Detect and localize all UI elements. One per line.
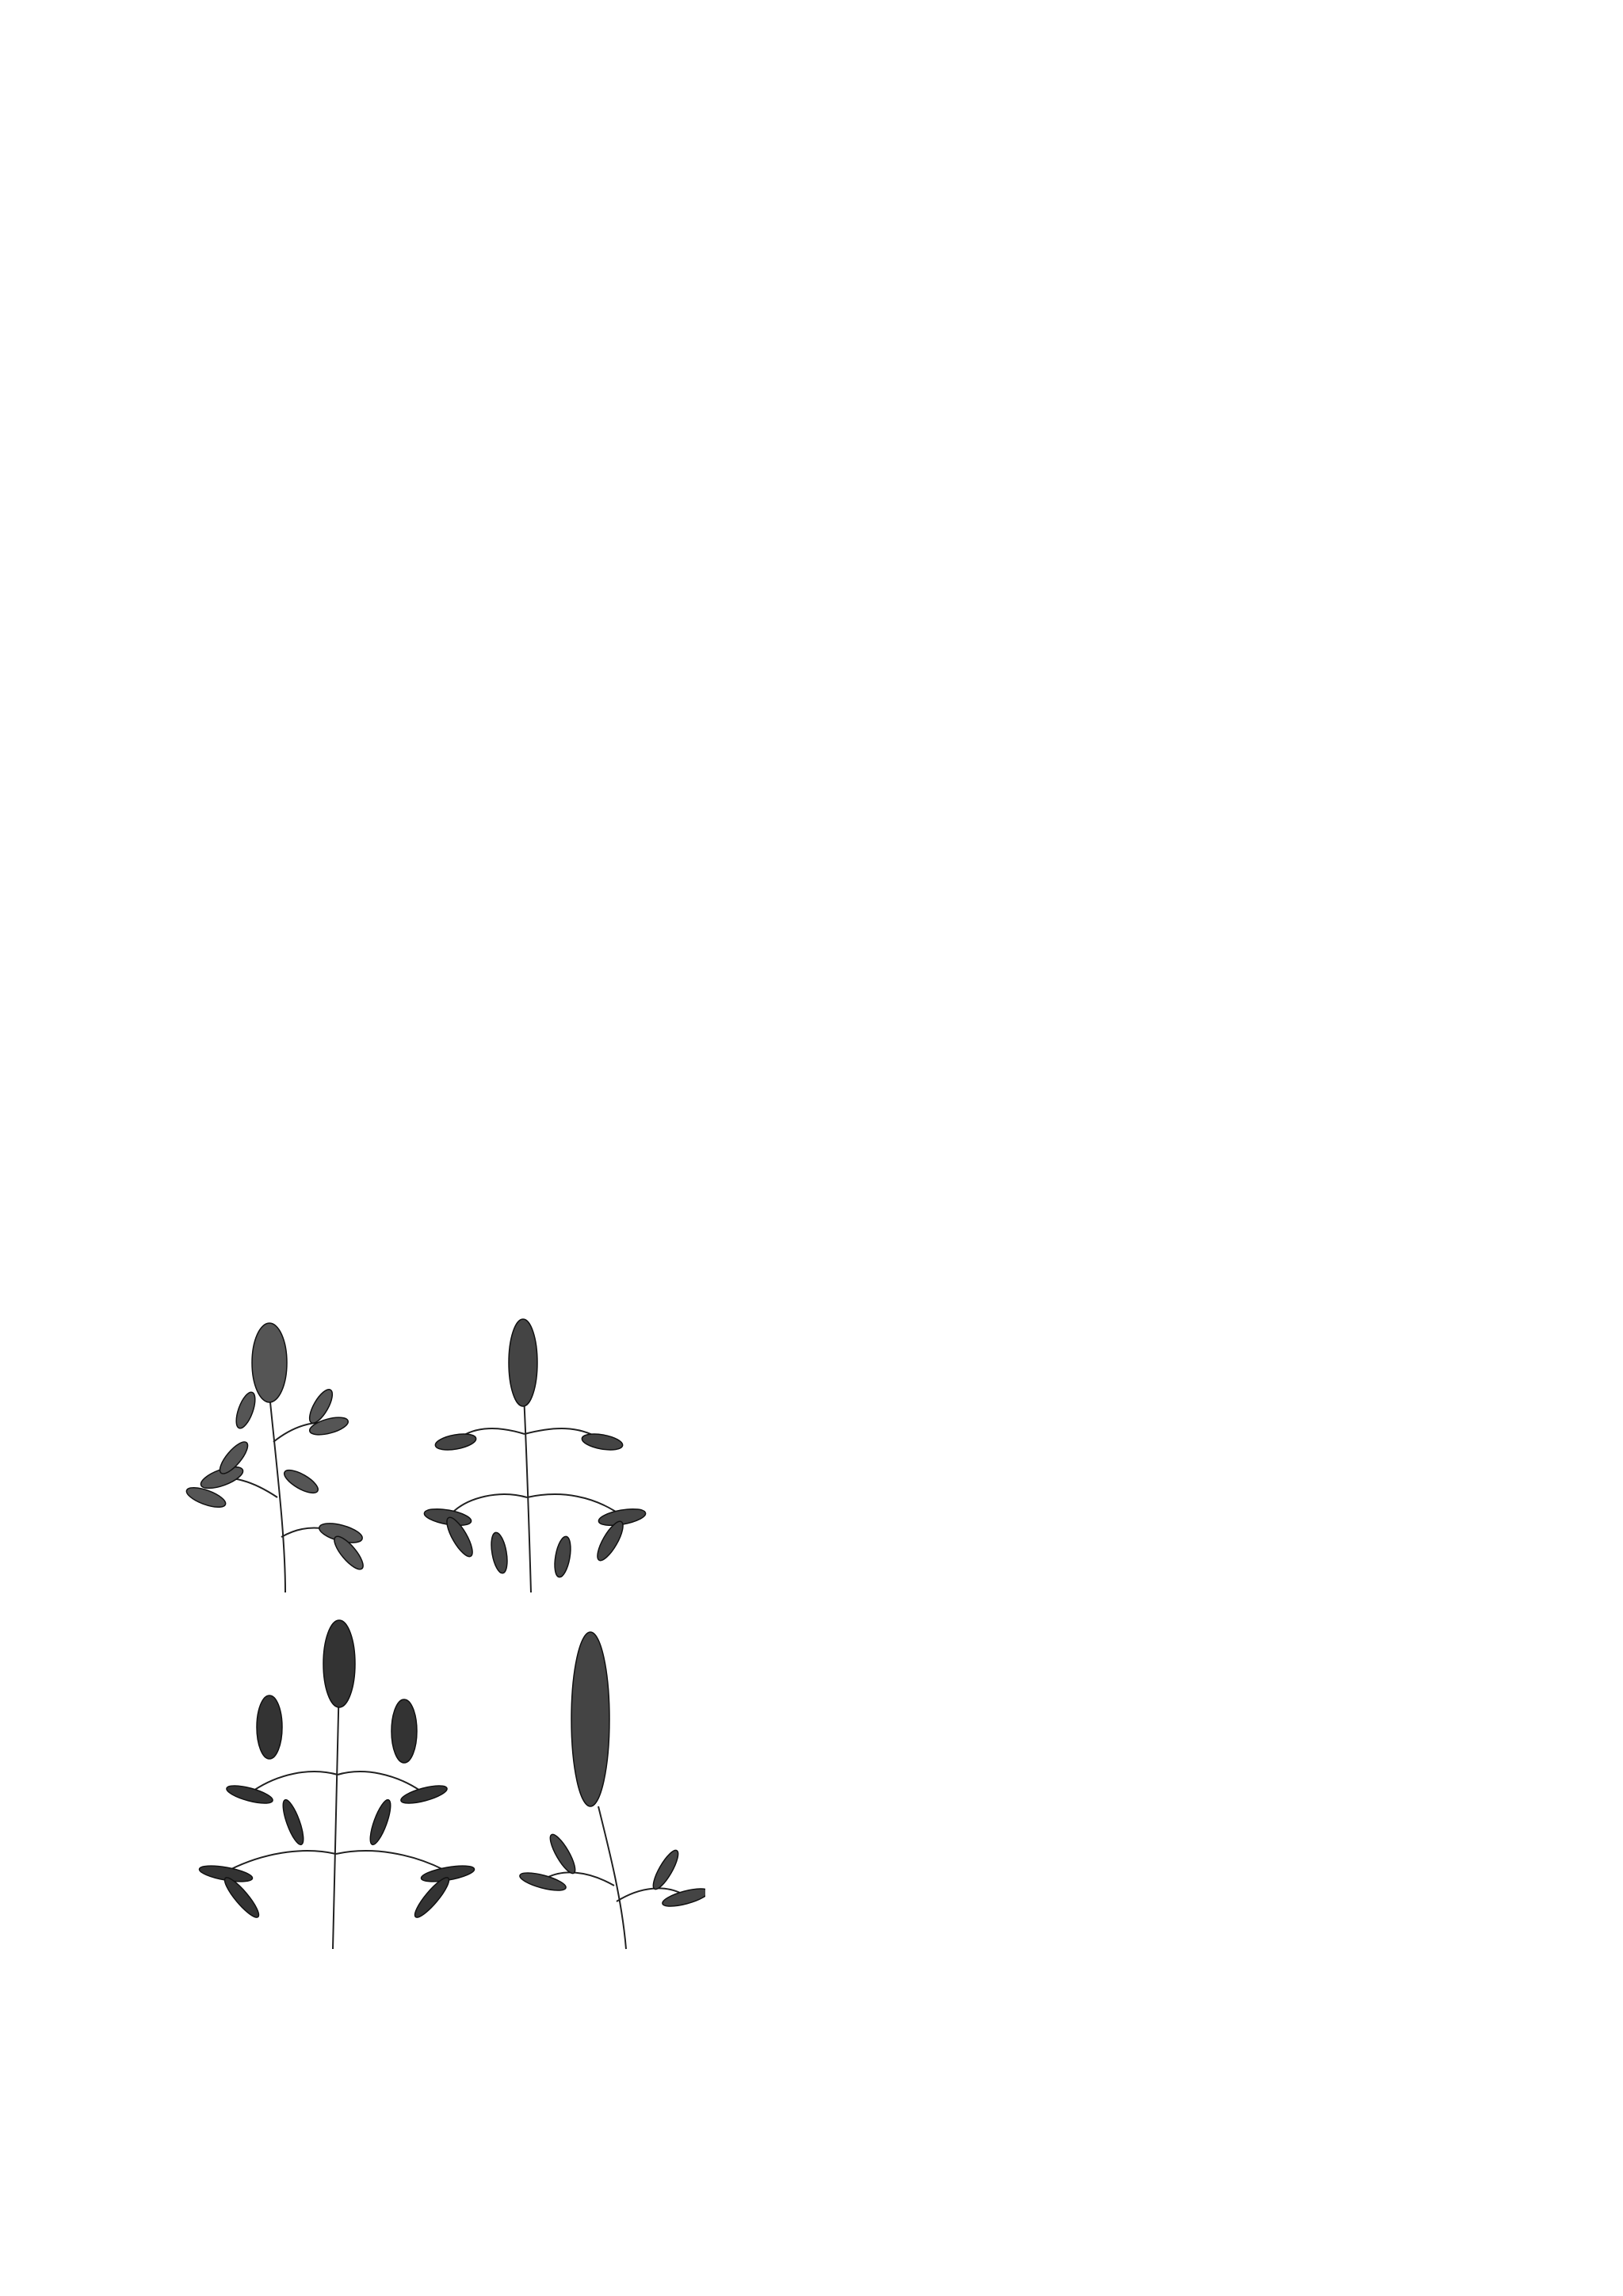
plant-c-drawing bbox=[198, 1620, 475, 1949]
lupin-species-illustration bbox=[166, 1299, 705, 1965]
plant-d-drawing bbox=[518, 1632, 705, 1949]
plant-b-drawing bbox=[423, 1319, 647, 1592]
plant-a-drawing bbox=[184, 1323, 367, 1592]
